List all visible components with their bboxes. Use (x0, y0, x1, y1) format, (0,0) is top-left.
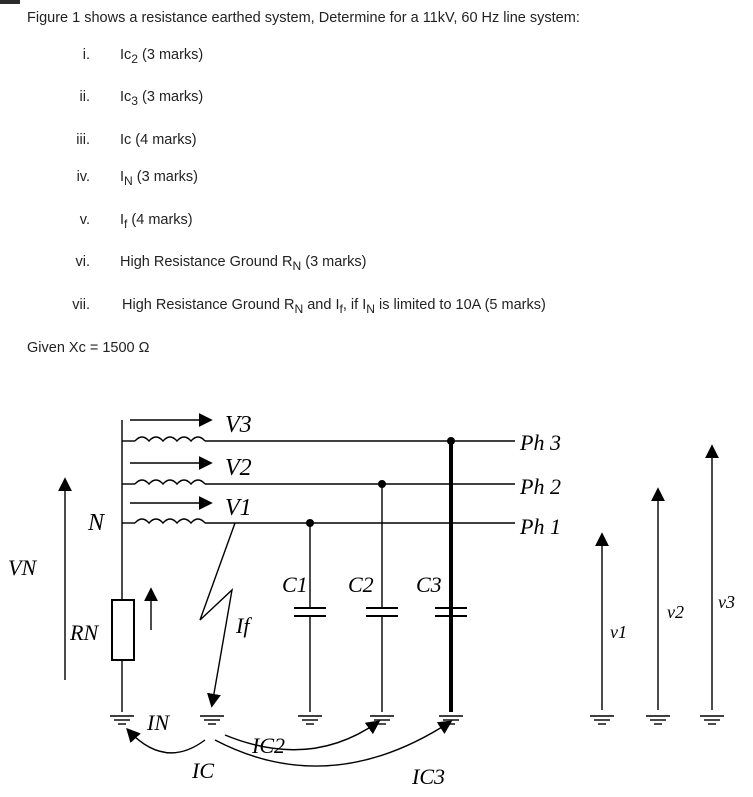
coil-v1 (135, 519, 205, 523)
label-v3-right: v3 (718, 592, 735, 612)
question-text: $I_f$ (4 marks) (120, 212, 193, 231)
question-number: vii. (72, 297, 90, 313)
question-text: $I_N$ (3 marks) (120, 169, 199, 188)
question-text: Ic (4 marks) (120, 132, 197, 148)
label-vn: VN (8, 555, 37, 580)
label-v2: V2 (225, 455, 252, 481)
question-text: $Ic_3$ (3 marks) (120, 89, 204, 108)
question-text: $Ic_2$ (3 marks) (120, 47, 204, 66)
coil-v3 (135, 437, 205, 441)
arc-ic2 (225, 722, 378, 750)
label-v1-right: v1 (610, 622, 627, 642)
label-ic3: IC3 (412, 764, 445, 789)
label-c3: C3 (416, 572, 442, 597)
fault-path (200, 523, 235, 705)
coil-v2 (135, 480, 205, 484)
label-if: If (236, 613, 250, 638)
label-in: IN (147, 710, 169, 735)
question-number: i. (82, 47, 90, 63)
label-v3: V3 (225, 412, 252, 438)
label-rn: RN (70, 620, 99, 645)
given-text: Given Xc = 1500 Ω (27, 340, 150, 356)
intro-text: Figure 1 shows a resistance earthed system, Determine for a 11kV, 60 Hz line system: (27, 10, 580, 26)
label-ph2: Ph 2 (520, 474, 561, 499)
question-text: High Resistance Ground $R_N$ and $I_f$, if $I_N$ is limited to 10A (5 marks) (122, 297, 546, 316)
resistor-rn (112, 600, 134, 660)
label-ph3: Ph 3 (520, 430, 561, 455)
question-number: iii. (76, 132, 90, 148)
label-v2-right: v2 (667, 602, 684, 622)
label-ph1: Ph 1 (520, 514, 561, 539)
question-number: ii. (79, 89, 90, 105)
ground-symbols (110, 716, 724, 724)
label-v1: V1 (225, 495, 252, 521)
question-number: vi. (75, 254, 90, 270)
label-ic2: IC2 (252, 733, 285, 758)
label-n: N (88, 510, 105, 536)
label-c1: C1 (282, 572, 308, 597)
question-number: v. (79, 212, 90, 228)
question-number: iv. (76, 169, 90, 185)
label-ic: IC (192, 758, 214, 783)
junction-dots (306, 437, 455, 527)
question-text: High Resistance Ground $R_N$ (3 marks) (120, 254, 367, 273)
label-c2: C2 (348, 572, 374, 597)
